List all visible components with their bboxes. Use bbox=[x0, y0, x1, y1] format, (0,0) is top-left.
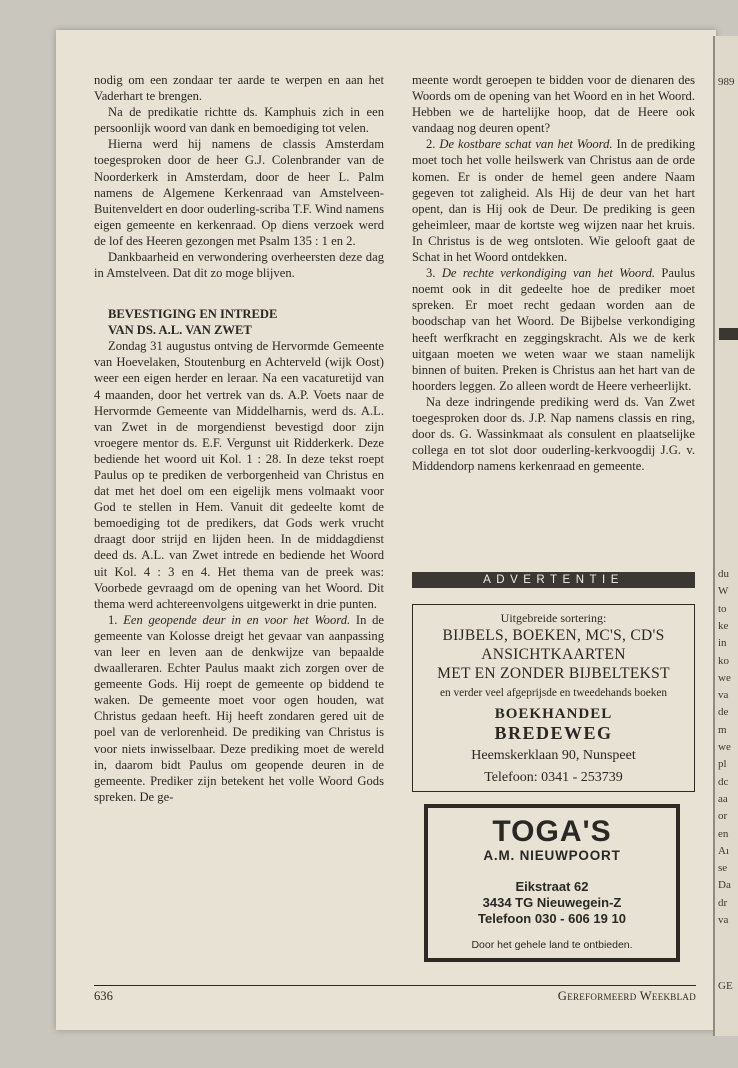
paragraph: Na deze indringende prediking werd ds. Van Zwet toegesproken door ds. J.P. Nap namens classis en ring, door ds. G. Wassinkmaat als consulent en plaatselijke collega en tot slot door ouderling-kerkvoogdij J.G. v. Middendorp namens kerkenraad en gemeente. bbox=[412, 394, 695, 474]
paragraph: nodig om een zondaar ter aarde te werpen en aan het Vaderhart te brengen. bbox=[94, 73, 384, 104]
adjacent-page-fragment: du bbox=[718, 568, 729, 580]
adjacent-page-fragment: dr bbox=[718, 896, 728, 909]
advertisement-banner: ADVERTENTIE bbox=[412, 572, 695, 588]
point-text: In de gemeente van Kolosse dreigt het gevaar van aanpassing van leer en leven aan de denkwijze van bepaalde dwaalleraren. Echter Paulus maakt zich zorgen over de gemeente Gods. Hij roept de gemeente op biddend te waken. De gemeente moet voor ogen houden, wat Christus gedaan heeft. Hij heeft zondaren gered uit de poel van de verlorenheid. De prediking van Christus is voor niets inwisselbaar. Deze prediking moet de wereld in, daarom bidt Paulus om geopende deuren in de gemeente. Prediker zijn betekent het volle Woord Gods spreken. De ge- bbox=[94, 612, 384, 804]
adjacent-page-fragment: en bbox=[718, 827, 729, 840]
section-heading-line2: VAN DS. A.L. VAN ZWET bbox=[108, 323, 252, 338]
ad-products: BIJBELS, BOEKEN, MC'S, CD'S bbox=[442, 627, 665, 644]
paragraph-point-3 bbox=[412, 265, 695, 394]
ad-products: ANSICHTKAARTEN bbox=[481, 646, 626, 663]
point-title: De rechte verkondiging van het Woord. bbox=[441, 266, 656, 281]
toga-owner: A.M. NIEUWPOORT bbox=[483, 848, 621, 863]
adjacent-page-number: 989 bbox=[718, 76, 735, 88]
adjacent-page-fragment: we bbox=[718, 671, 731, 684]
point-number: 3. bbox=[426, 266, 436, 281]
paragraph: Na de predikatie richtte ds. Kamphuis zich in een persoonlijk woord van dank en bemoediging tot velen. bbox=[94, 105, 384, 136]
adjacent-page-fragment: we bbox=[718, 741, 731, 753]
adjacent-page-footer: GE bbox=[718, 980, 733, 992]
point-number: 1. bbox=[108, 612, 118, 627]
ad-intro: Uitgebreide sortering: bbox=[500, 611, 607, 625]
toga-phone: Telefoon 030 - 606 19 10 bbox=[478, 911, 626, 926]
column-left bbox=[94, 72, 384, 805]
paragraph-point-2 bbox=[412, 136, 695, 265]
paragraph-point-1 bbox=[94, 612, 384, 805]
point-title: De kostbare schat van het Woord. bbox=[439, 137, 613, 152]
shop-phone: Telefoon: 0341 - 253739 bbox=[484, 770, 623, 785]
page-number: 636 bbox=[94, 989, 113, 1003]
paragraph: Hierna werd hij namens de classis Amsterdam toegesproken door de heer G.J. Colenbrander van de Noorderkerk in Amsterdam, door de heer L. Palm namens de Algemene Kerkenraad van Amstelveen-Buitenveldert en door ouderling-scriba T.F. Wind namens eigen gemeente en kerkenraad. Op diens verzoek werd de lof des Heeren gezongen met Psalm 135 : 1 en 2. bbox=[94, 137, 384, 248]
bookshop-advertisement bbox=[412, 604, 695, 792]
toga-street: Eikstraat 62 bbox=[515, 879, 589, 894]
adjacent-page-fragment: dc bbox=[718, 775, 729, 788]
point-text: Paulus noemt ook in dit gedeelte hoe de prediker moet spreken. Er moet recht gedaan worden aan de boodschap van het Woord. De Bijbelse verkondiging heeft werfkracht en zeggingskracht. Als we de kerk uitgaan moeten we weten waar we staan namelijk binnen of buiten. Preken is Christus aan het hart van de hoorders leggen. Zo alleen wordt de Heere verheerlijkt. bbox=[412, 266, 696, 393]
paragraph: meente wordt geroepen te bidden voor de dienaren des Woords om de opening van het Woord en in het Woord. Hebben we de hartelijke hoop, dat de Heere ook vandaag nog deuren opent? bbox=[412, 73, 695, 136]
adjacent-page-edge bbox=[713, 36, 738, 1036]
toga-note: Door het gehele land te ontbieden. bbox=[471, 939, 633, 951]
magazine-name: Gereformeerd Weekblad bbox=[557, 989, 696, 1003]
adjacent-page-fragment: se bbox=[718, 862, 728, 875]
paragraph: Zondag 31 augustus ontving de Hervormde Gemeente van Hoevelaken, Stoutenburg en Achterveld (wijk Oost) weer een eigen herder en leraar. Na een vacaturetijd van 4 maanden, door het vertrek van ds. A.P. Voets naar de Hervormde Gemeente van Middelharnis, werd ds. A.L. van Zwet in de morgendienst bevestigd door zijn vroegere mentor ds. E.F. Vergunst uit Ridderkerk. Deze bediende het woord uit Kol. 1 : 28. In deze tekst roept Paulus op te prediken de verborgenheid van Christus en dat met het doel om een eigelijk mens volmaakt voor God te stellen in Hem. Vanuit dit gedeelte komt de bemoediging tot de predikers, dat Gods werk vrucht draagt door strijd en lijden heen. In de middagdienst deed ds. A.L. van Zwet intrede en bediende het Woord uit Kol. 4 : 3 en 4. Het thema van de preek was: Voorbede gevraagd om de opening van het Woord. Dit thema werd achtereenvolgens uitgewerkt in drie punten. bbox=[94, 339, 384, 611]
adjacent-page-fragment: ke bbox=[718, 619, 729, 632]
adjacent-page-fragment: Aı bbox=[718, 844, 729, 857]
adjacent-page-bar bbox=[719, 328, 738, 340]
adjacent-page-fragment: va bbox=[718, 689, 729, 702]
toga-city: 3434 TG Nieuwegein-Z bbox=[482, 895, 622, 910]
point-title: Een geopende deur in en voor het Woord. bbox=[123, 612, 351, 627]
adjacent-page-fragment: ko bbox=[718, 654, 729, 667]
shop-address: Heemskerklaan 90, Nunspeet bbox=[471, 748, 636, 763]
toga-advertisement bbox=[424, 804, 680, 962]
section-heading-line1: BEVESTIGING EN INTREDE bbox=[108, 307, 278, 322]
column-right bbox=[412, 72, 695, 474]
ad-products: MET EN ZONDER BIJBELTEKST bbox=[437, 665, 670, 682]
adjacent-page-fragment: pl bbox=[718, 758, 727, 771]
adjacent-page-fragment: Da bbox=[718, 879, 731, 892]
point-text: In de prediking moet toch het volle heilswerk van Christus aan de orde komen. Er is onder de hemel geen andere Naam gegeven tot zaligheid. Als Hij de deur van het hart opent, dan is Hij ook de Deur. De prediking is geen geheimleer, maar de kortste weg wijzen naar het kruis. In Christus is de weg ontsloten. Wie gelooft gaat de Schat in het Woord ontdekken. bbox=[412, 137, 695, 265]
point-number: 2. bbox=[426, 137, 436, 152]
adjacent-page-fragment: de bbox=[718, 706, 729, 719]
adjacent-page-fragment: to bbox=[718, 602, 727, 615]
footer-rule bbox=[94, 985, 696, 986]
ad-extra: en verder veel afgeprijsde en tweedehands boeken bbox=[439, 687, 668, 699]
adjacent-page-fragment: m bbox=[718, 723, 727, 736]
shop-name: BREDEWEG bbox=[494, 723, 613, 743]
adjacent-page-fragment: in bbox=[718, 637, 727, 650]
toga-logo-text: TOGA'S bbox=[492, 815, 612, 848]
adjacent-page-fragment: aa bbox=[718, 792, 728, 805]
shop-name: BOEKHANDEL bbox=[494, 706, 613, 722]
adjacent-page-fragment: W bbox=[718, 585, 729, 598]
paragraph: Dankbaarheid en verwondering overheersten deze dag in Amstelveen. Dat dit zo moge blijven. bbox=[94, 250, 384, 281]
adjacent-page-fragment: va bbox=[718, 914, 729, 926]
adjacent-page-fragment: or bbox=[718, 810, 728, 823]
